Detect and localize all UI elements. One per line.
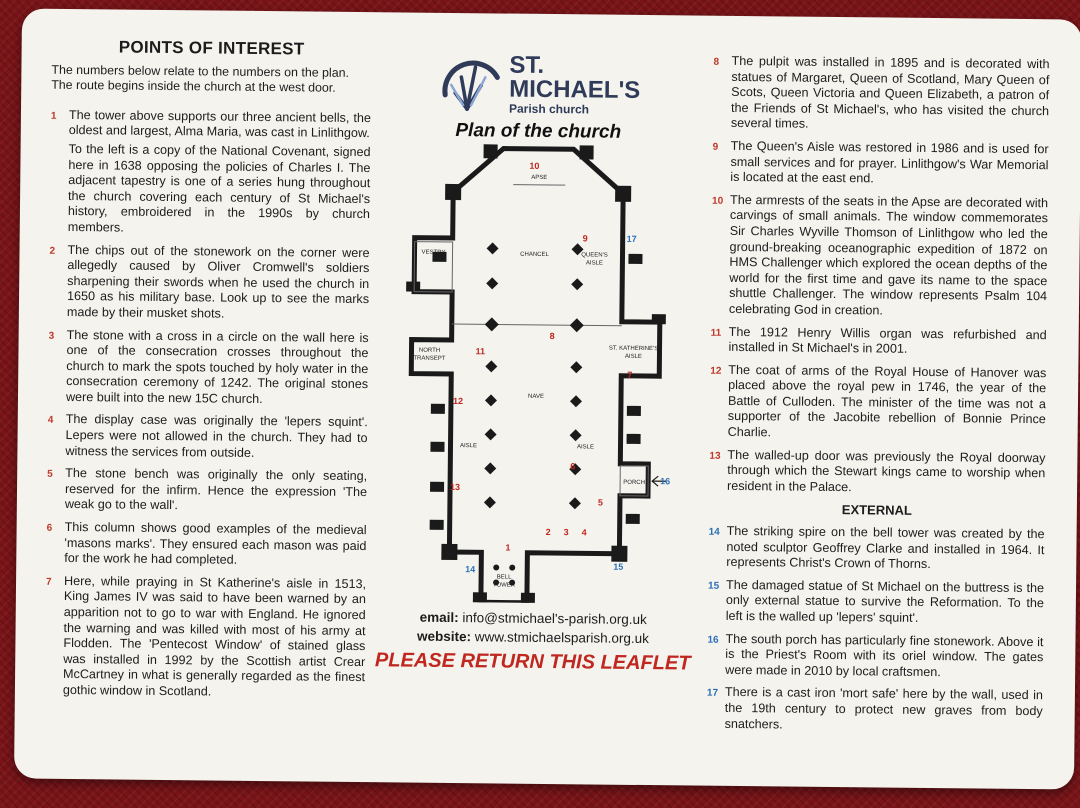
item-text: The south porch has particularly fine stonework. Above it is the Priest's Room with its oriel window. The gates were made in 2010 by local craftsmen.	[725, 631, 1044, 679]
external-heading: EXTERNAL	[841, 502, 912, 519]
plan-label-aisle-left: AISLE	[459, 443, 477, 450]
plan-label-porch: PORCH	[622, 479, 645, 487]
plan-number-16: 16	[659, 476, 670, 487]
plan-number-9: 9	[582, 233, 588, 244]
logo-line-1: ST.	[509, 51, 545, 79]
plan-label-vestry: VESTRY	[421, 249, 446, 257]
list-item	[45, 574, 366, 702]
item-number: 11	[710, 327, 722, 339]
plan-number-1: 1	[504, 542, 511, 553]
plan-label-st-katherines-2: AISLE	[624, 353, 642, 361]
plan-label-queens-aisle: QUEEN'S	[580, 252, 608, 259]
item-text: The damaged statue of St Michael on the buttress is the only external statue to survive the Reformation. To the left is the walled up 'lepers' squint'.	[725, 577, 1045, 625]
plan-wall	[409, 192, 453, 552]
points-continued-column	[706, 54, 1049, 743]
logo-line-2: MICHAEL'S	[509, 75, 641, 104]
plan-number-3: 3	[563, 527, 569, 538]
item-text: The display case was originally the 'lepers squint'. Lepers were not allowed in the church. They had to witness the services from outside.	[65, 412, 368, 460]
item-text: The chips out of the stonework on the corner were allegedly caused by Oliver Cromwell's soldiers sharpening their swords when he used the church in 1650 as his military base. Look up to see the marks made by their musket shots.	[66, 242, 370, 321]
item-number: 3	[48, 330, 55, 342]
plan-label-north-transept: NORTH	[418, 347, 440, 355]
website-label: website:	[416, 628, 472, 645]
email-label: email:	[419, 609, 459, 626]
plan-number-12: 12	[452, 396, 463, 407]
plan-number-17: 17	[626, 233, 637, 245]
item-number: 9	[712, 141, 719, 153]
item-text: The armrests of the seats in the Apse are decorated with carvings of small animals. The window commemorates Sir Charles Wyville Thomson of Linlithgow who led the ground-breaking oceanographic expedition of 1872 on HMS Challenger which explored the ocean depths of the world for the first time and gave its name to the space shuttle Challenger. The window represents Psalm 104 celebrating God in creation.	[728, 192, 1049, 318]
plan-number-4: 4	[581, 527, 587, 538]
plan-label-st-katherines: ST. KATHERINE'S	[608, 345, 658, 353]
plan-label-bell-tower-2: TOWER	[492, 582, 515, 589]
item-number: 6	[46, 522, 53, 534]
list-item	[48, 327, 369, 408]
plan-number-8: 8	[549, 331, 555, 342]
st-michaels-logo-icon	[437, 55, 502, 116]
plan-label-nave: NAVE	[527, 393, 544, 401]
plan-number-2: 2	[545, 527, 551, 538]
item-text: The stone with a cross in a circle on the wall here is one of the consecration crosses throughout the church to mark the spots touched by holy water in the consecration ceremony of 1242. The original stones were built into the new 15C church.	[65, 327, 369, 406]
item-text: The tower above supports our three ancient bells, the oldest and largest, Alma Maria, was cast in Linlithgow.	[68, 107, 372, 141]
item-text: There is a cast iron 'mort safe' here by the wall, used in the 19th century to protect new graves from body snatchers.	[724, 685, 1043, 732]
item-number: 12	[710, 365, 722, 377]
plan-label-aisle-right: AISLE	[576, 444, 594, 451]
item-number: 14	[708, 526, 720, 538]
item-text: The striking spire on the bell tower was created by the noted sculptor Geoffrey Clarke and installed in 1964. It represents Christ's Crown of Thorns.	[726, 523, 1045, 572]
plan-label-queens-aisle-2: AISLE	[585, 260, 603, 267]
item-text: The walled-up door was previously the Royal doorway through which the Stewart kings came to worship when resident in the Palace.	[727, 447, 1046, 495]
points-of-interest-column	[45, 39, 372, 709]
item-number: 13	[709, 450, 721, 462]
plan-label-apse: APSE	[530, 174, 547, 182]
list-item	[47, 412, 367, 462]
item-text: Here, while praying in St Katherine's aisle in 1513, King James IV was said to have been warned by an apparition not to go to war with England. He ignored the warning and was killed with most of his army at Flodden. The 'Pentecost Window' of stained glass was installed in 1992 by the Scottish artist Crear McCartney in what is generally regarded as the finest gothic window in Scotland.	[62, 573, 367, 699]
item-number: 7	[45, 576, 52, 588]
list-item	[710, 362, 1047, 443]
website-link[interactable]: www.stmichaelsparish.org.uk	[474, 629, 649, 647]
list-item	[711, 192, 1048, 320]
list-item	[47, 466, 367, 516]
item-number: 15	[707, 580, 720, 592]
list-item	[708, 524, 1044, 574]
item-number: 5	[47, 469, 53, 481]
list-item	[707, 685, 1043, 735]
list-item	[713, 54, 1050, 135]
contact-block	[360, 607, 705, 649]
item-number: 10	[712, 195, 724, 207]
plan-number-10: 10	[528, 160, 540, 172]
item-number: 1	[50, 110, 57, 122]
return-notice: PLEASE RETURN THIS LEAFLET	[374, 649, 691, 675]
item-number: 8	[713, 56, 720, 68]
list-item	[712, 139, 1048, 189]
item-text: The coat of arms of the Royal House of Hanover was placed above the royal pew in 1746, the year of the Battle of Culloden. The minister of the time was not a supporter of the Jacobite rebellion of Bonnie Prince Charlie.	[727, 362, 1047, 440]
item-text: This column shows good examples of the medieval 'masons marks'. They ensured each mason was paid for the work he had completed.	[64, 519, 367, 567]
item-number: 4	[47, 415, 54, 427]
list-item	[710, 324, 1046, 359]
plan-label-north-transept-2: TRANSEPT	[412, 355, 445, 363]
plan-number-14: 14	[464, 564, 475, 575]
plan-wall	[619, 194, 661, 554]
parish-logo	[366, 52, 712, 119]
plan-number-5: 5	[597, 497, 603, 508]
item-number: 17	[706, 688, 719, 700]
plan-number-15: 15	[612, 561, 623, 572]
intro-text: The numbers below relate to the numbers on the plan. The route begins inside the church at the west door.	[51, 62, 350, 95]
leaflet-card	[14, 8, 1080, 789]
list-item	[707, 631, 1043, 681]
plan-number-11: 11	[474, 346, 485, 357]
plan-number-13: 13	[449, 482, 460, 493]
plan-label-bell-tower: BELL	[496, 574, 512, 581]
plan-label-chancel: CHANCEL	[519, 251, 549, 259]
list-item	[708, 577, 1044, 627]
church-floor-plan	[388, 142, 683, 605]
item-text: The 1912 Henry Willis organ was refurbished and installed in St Michael's in 2001.	[728, 324, 1047, 356]
plan-number-7: 7	[626, 370, 632, 381]
item-number: 2	[49, 245, 56, 257]
logo-subtitle: Parish church	[508, 101, 590, 117]
plan-column	[360, 50, 711, 675]
item-text: The Queen's Aisle was restored in 1986 and is used for small services and for prayer. Linlithgow's War Memorial is located at the east end.	[730, 138, 1049, 186]
email-link[interactable]: info@stmichael's-parish.org.uk	[462, 610, 647, 628]
item-extra-text: To the left is a copy of the National Covenant, signed here in 1638 opposing the policies of Charles I. The adjacent tapestry is one of a series hung throughout the church covering each century of St Michael's history, embroidered in the 1990s by church members.	[67, 141, 371, 235]
list-item	[50, 108, 371, 239]
plan-title: Plan of the church	[455, 119, 622, 143]
list-item	[49, 242, 370, 323]
item-text: The stone bench was originally the only seating, reserved for the infirm. Hence the expression 'The weak go to the wall'.	[64, 466, 368, 513]
list-item	[46, 520, 366, 570]
item-text: The pulpit was installed in 1895 and is decorated with statues of Margaret, Queen of Scotland, Mary Queen of Scots, Queen Victoria and Queen Elizabeth, a patron of the Friends of St Michael's, who has visited the church several times.	[730, 53, 1050, 132]
plan-number-6: 6	[569, 461, 575, 472]
item-number: 16	[707, 634, 719, 646]
section-heading: POINTS OF INTEREST	[118, 37, 305, 59]
list-item	[709, 447, 1045, 497]
